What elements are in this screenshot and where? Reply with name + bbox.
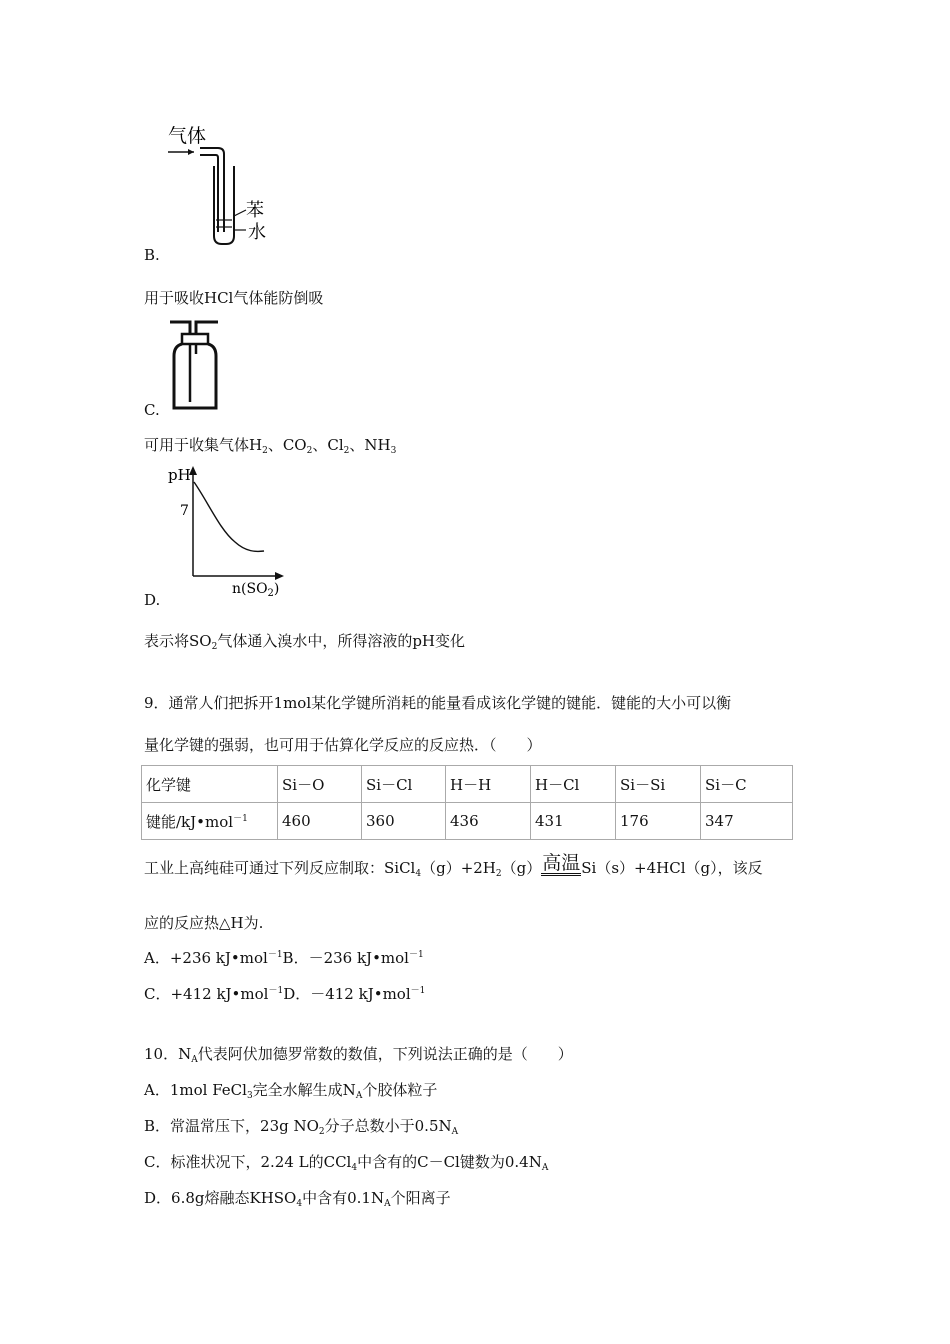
option-b-letter: B. <box>144 246 160 264</box>
option-d: D．－412 kJ•mol <box>283 985 411 1003</box>
option-b: B．－236 kJ•mol <box>282 949 409 967</box>
option-a: A．+236 kJ•mol <box>144 949 268 967</box>
option-c: C．+412 kJ•mol <box>144 985 269 1003</box>
q9-options-ab: A．+236 kJ•mol$^{-1}$B．－236 kJ•mol$^{-1}$ <box>144 949 424 967</box>
option-c-description: 可用于收集气体$H_2$、$CO_2$、$Cl_2$、$NH_3$ <box>144 436 397 456</box>
q9-reaction-line1: 工业上高纯硅可通过下列反应制取：$SiCl_4(g)+2H_2(g)$高温Si（s）+4HCl（g），该反 <box>144 852 763 879</box>
table-row <box>142 803 793 840</box>
table-cell: 化学键 <box>142 766 278 803</box>
table-cell: Si－Si <box>616 766 701 803</box>
gas-bottle-figure <box>168 318 228 414</box>
ph-curve-figure <box>160 462 290 596</box>
q10-stem: 10．$N_A$代表阿伏加德罗常数的数值，下列说法正确的是（ ） <box>144 1045 573 1065</box>
table-cell: 347 <box>701 803 793 840</box>
inlet-pipe <box>200 148 224 232</box>
table-cell: 460 <box>278 803 362 840</box>
q10-option-a: A．1mol FeCl$_3$完全水解生成$N_A$个胶体粒子 <box>144 1081 438 1101</box>
option-c-letter: C. <box>144 401 160 419</box>
stopper <box>182 334 208 344</box>
q9-reaction-line2: 应的反应热△H为. <box>144 914 264 932</box>
table-cell: Si－O <box>278 766 362 803</box>
absorption-tube-figure <box>160 120 280 250</box>
x-axis-label: $n(SO_2)$ <box>232 581 280 596</box>
table-cell: 176 <box>616 803 701 840</box>
table-cell: Si－Cl <box>362 766 446 803</box>
option-b-description: 用于吸收HCl气体能防倒吸 <box>144 289 324 307</box>
table-cell: 360 <box>362 803 446 840</box>
table-cell: 431 <box>531 803 616 840</box>
table-header-row <box>142 766 793 803</box>
table-cell: Si－C <box>701 766 793 803</box>
q9-options-cd: C．+412 kJ•mol$^{-1}$D．－412 kJ•mol$^{-1}$ <box>144 985 426 1003</box>
ph-axis-label: pH <box>168 466 191 484</box>
option-d-letter: D. <box>144 591 161 609</box>
q10-option-c: C．标准状况下，2.24 L的CCl$_4$中含有的C－Cl键数为$0.4N_A$ <box>144 1153 549 1173</box>
q9-stem-line2: 量化学键的强弱，也可用于估算化学反应的反应热．（ ） <box>144 736 542 754</box>
table-cell: H－H <box>446 766 531 803</box>
ph-curve <box>194 482 264 551</box>
table-cell: 436 <box>446 803 531 840</box>
gas-label: 气体 <box>168 125 207 147</box>
q9-stem-line1: 9．通常人们把拆开1mol某化学键所消耗的能量看成该化学键的键能．键能的大小可以衡 <box>144 694 732 712</box>
q10-option-d: D．6.8g熔融态$KHSO_4$中含有$0.1N_A$个阳离子 <box>144 1189 451 1209</box>
ph-tick-7: 7 <box>180 503 189 519</box>
water-label: 水 <box>248 222 266 243</box>
q10-option-b: B．常温常压下，23g $NO_2$分子总数小于$0.5N_A$ <box>144 1117 459 1137</box>
bond-energy-table <box>141 765 793 840</box>
reaction-condition: 高温 <box>542 852 581 874</box>
benzene-label: 苯 <box>246 200 264 221</box>
table-cell: 键能/kJ•mol$^{-1}$ <box>142 803 278 840</box>
table-cell: H－Cl <box>531 766 616 803</box>
option-d-description: 表示将$SO_2$气体通入溴水中，所得溶液的pH变化 <box>144 632 465 652</box>
